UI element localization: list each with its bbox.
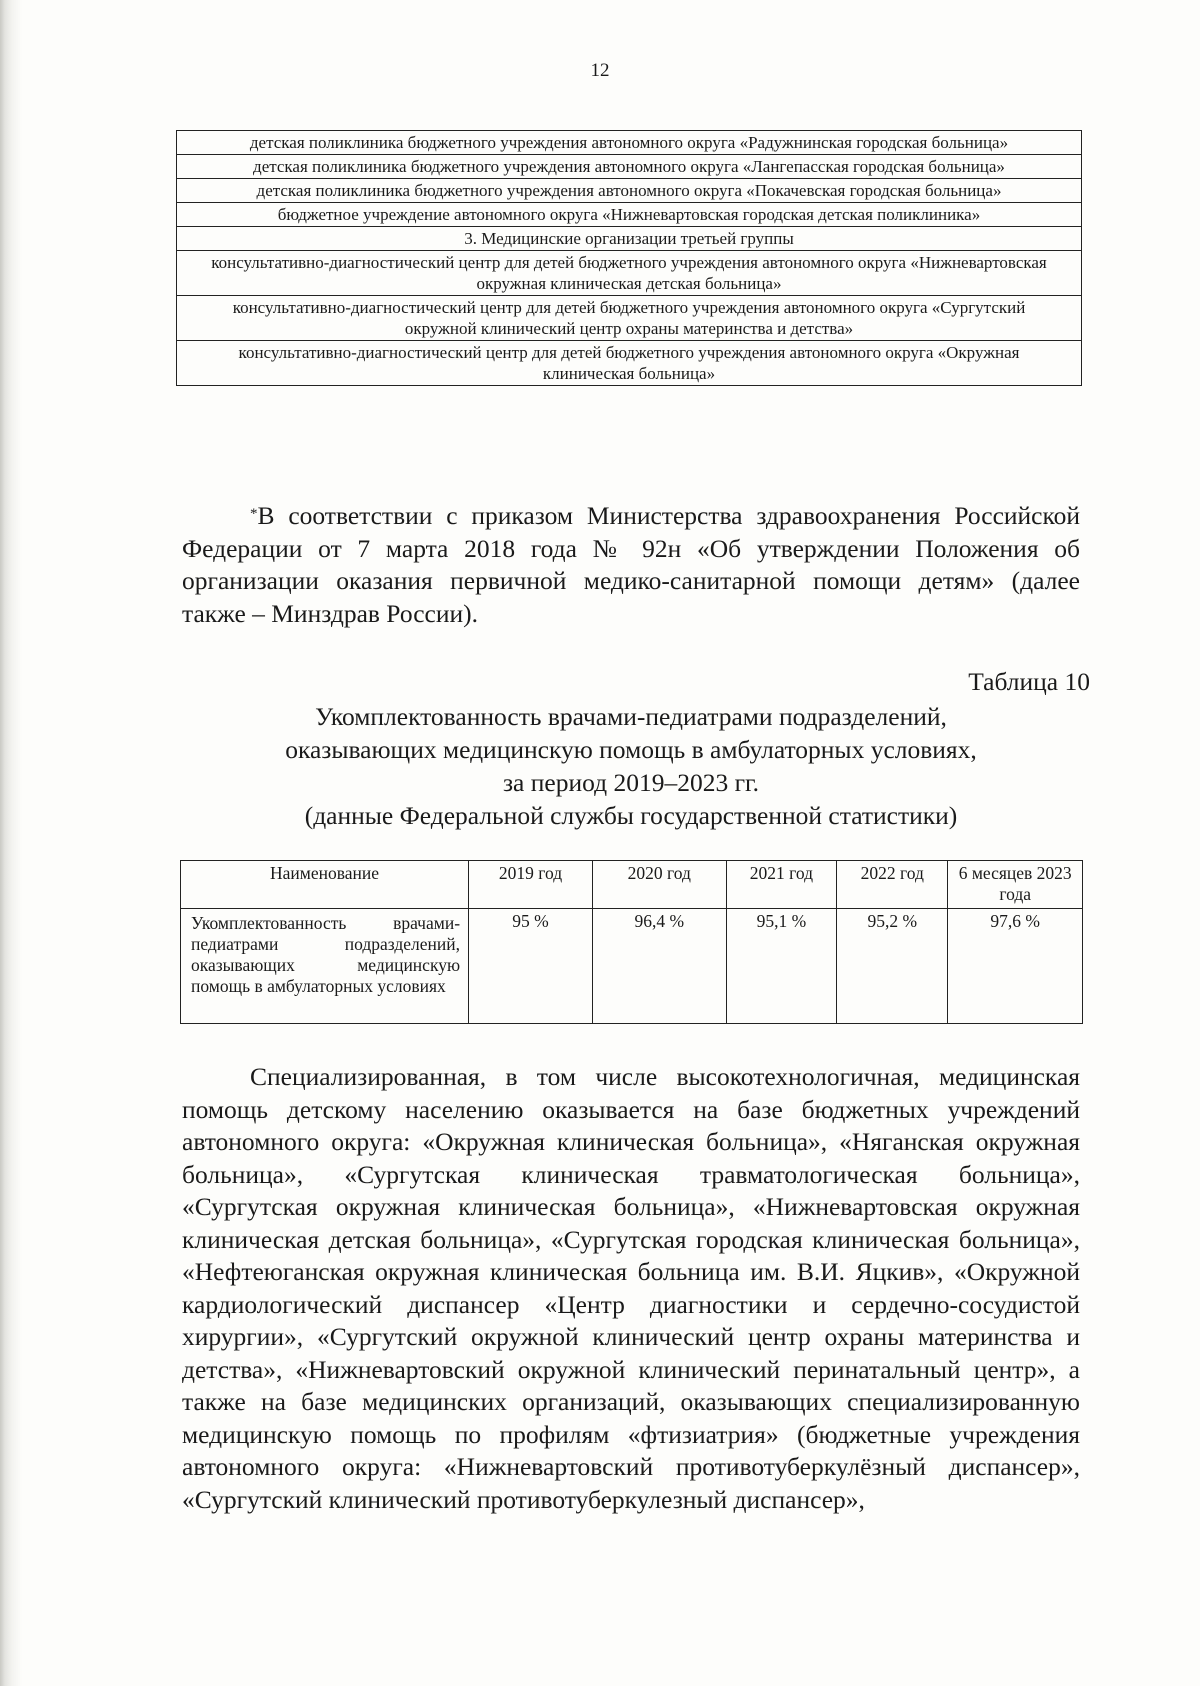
column-header-2021: 2021 год bbox=[726, 861, 836, 909]
table-row bbox=[177, 203, 1082, 227]
table-row bbox=[177, 251, 1082, 296]
value-2022: 95,2 % bbox=[837, 909, 948, 1024]
table-row bbox=[177, 296, 1082, 341]
table-cell: консультативно-диагностический центр для детей бюджетного учреждения автономного округа «Нижневартовская окружная клиническая детская больница» bbox=[177, 251, 1082, 296]
table-row bbox=[177, 227, 1082, 251]
group-heading-cell: 3. Медицинские организации третьей группы bbox=[177, 227, 1082, 251]
table-row bbox=[177, 155, 1082, 179]
value-2020: 96,4 % bbox=[592, 909, 726, 1024]
table-row bbox=[177, 341, 1082, 386]
pediatrician-staffing-table bbox=[180, 860, 1083, 1024]
table-label: Таблица 10 bbox=[968, 667, 1090, 696]
table-title bbox=[182, 700, 1080, 832]
footnote-paragraph bbox=[182, 500, 1080, 630]
table-cell: консультативно-диагностический центр для детей бюджетного учреждения автономного округа «Окружная клиническая больница» bbox=[177, 341, 1082, 386]
table-cell: детская поликлиника бюджетного учреждения автономного округа «Покачевская городская больница» bbox=[177, 179, 1082, 203]
table-row bbox=[181, 909, 1083, 1024]
table-title-line: Укомплектованность врачами-педиатрами подразделений, bbox=[315, 702, 947, 731]
column-header-2020: 2020 год bbox=[592, 861, 726, 909]
column-header-2019: 2019 год bbox=[469, 861, 593, 909]
value-2019: 95 % bbox=[469, 909, 593, 1024]
column-header-2022: 2022 год bbox=[837, 861, 948, 909]
column-header-name: Наименование bbox=[181, 861, 469, 909]
table-title-line: оказывающих медицинскую помощь в амбулаторных условиях, bbox=[285, 735, 977, 764]
table-row bbox=[177, 179, 1082, 203]
value-2023-6m: 97,6 % bbox=[948, 909, 1083, 1024]
table-cell: детская поликлиника бюджетного учреждения автономного округа «Радужнинская городская больница» bbox=[177, 131, 1082, 155]
table-cell: детская поликлиника бюджетного учреждения автономного округа «Лангепасская городская больница» bbox=[177, 155, 1082, 179]
table-header-row bbox=[181, 861, 1083, 909]
footnote-text: В соответствии с приказом Министерства здравоохранения Российской Федерации от 7 марта 2018 года № 92н «Об утверждении Положения об организации оказания первичной медико-санитарной помощи детям» (далее также – Минздрав России). bbox=[182, 501, 1080, 628]
footnote-mark: * bbox=[250, 506, 258, 522]
scan-edge bbox=[0, 0, 22, 1686]
table-title-line: за период 2019–2023 гг. bbox=[502, 768, 760, 797]
value-2021: 95,1 % bbox=[726, 909, 836, 1024]
column-header-2023-6m: 6 месяцев 2023 года bbox=[948, 861, 1083, 909]
table-cell: бюджетное учреждение автономного округа «Нижневартовская городская детская поликлиника» bbox=[177, 203, 1082, 227]
table-title-line: (данные Федеральной службы государственной статистики) bbox=[304, 801, 958, 830]
table-cell: консультативно-диагностический центр для детей бюджетного учреждения автономного округа «Сургутский окружной клинический центр охраны материнства и детства» bbox=[177, 296, 1082, 341]
page-number: 12 bbox=[590, 60, 610, 81]
organization-list-table bbox=[176, 130, 1082, 386]
main-paragraph: Специализированная, в том числе высокотехнологичная, медицинская помощь детскому населению оказывается на базе бюджетных учреждений автономного округа: «Окружная клиническая больница», «Няганская окружная больница», «Сургутская клиническая травматологическая больница», «Сургутская окружная клиническая больница», «Нижневартовская окружная клиническая детская больница», «Сургутская городская клиническая больница», «Нефтеюганская окружная клиническая больница им. В.И. Яцкив», «Окружной кардиологический диспансер «Центр диагностики и сердечно-сосудистой хирургии», «Сургутский окружной клинический центр охраны материнства и детства», «Нижневартовский окружной клинический перинатальный центр», а также на базе медицинских организаций, оказывающих специализированную медицинскую помощь по профилям «фтизиатрия» (бюджетные учреждения автономного округа: «Нижневартовский противотуберкулёзный диспансер», «Сургутский клинический противотуберкулезный диспансер», bbox=[182, 1062, 1080, 1514]
indicator-name-cell: Укомплектованность врачами-педиатрами подразделений, оказывающих медицинскую помощь в амбулаторных условиях bbox=[181, 909, 469, 1024]
table-row bbox=[177, 131, 1082, 155]
